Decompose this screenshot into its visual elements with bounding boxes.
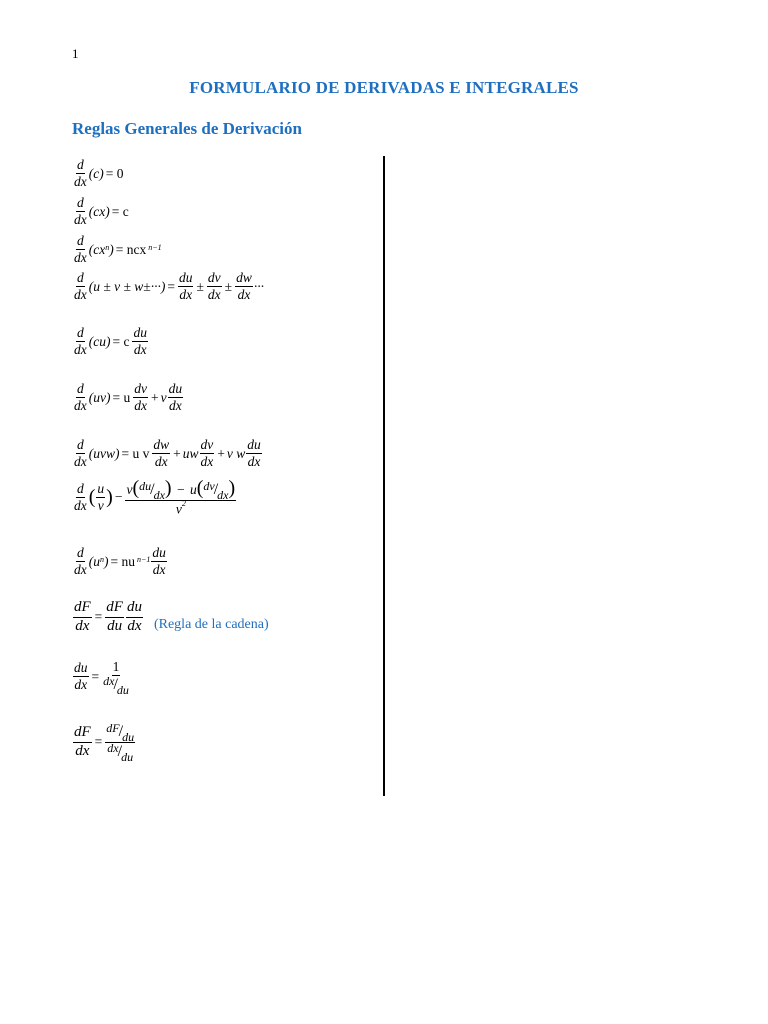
- chain-rule-note: (Regla de la cadena): [153, 616, 269, 632]
- section-heading: Reglas Generales de Derivación: [72, 119, 302, 138]
- column-divider: [383, 156, 385, 796]
- page-number: 1: [72, 46, 79, 61]
- formula-constant-multiple: $\frac{d}{dx}$ (cu) = c $\frac{du}{dx}$: [74, 325, 147, 358]
- document-title: FORMULARIO DE DERIVADAS E INTEGRALES: [189, 78, 579, 97]
- derivative-operator: $\frac{d}{dx}$: [74, 157, 87, 190]
- formula-chain-rule-quotient: $\frac{dF}{dx}$ = $\frac{dF/du}{dx/du}$: [74, 721, 135, 764]
- formula-power-of-function: $\frac{d}{dx}$ (u n ) = nu n−1 $\frac{du}{dx}$: [74, 545, 166, 578]
- formula-triple-product-rule: $\frac{d}{dx}$ (uvw) = u v $\frac{dw}{dx}$ + uw $\frac{dv}{dx}$ + v w $\frac{du}{dx}$: [74, 437, 261, 470]
- derivative-operator: $\frac{d}{dx}$: [74, 325, 87, 358]
- formula-product-rule: $\frac{d}{dx}$ (uv) = u $\frac{dv}{dx}$ + v $\frac{du}{dx}$: [74, 381, 183, 414]
- derivative-operator: $\frac{d}{dx}$: [74, 233, 87, 266]
- formula-power: $\frac{d}{dx}$ (cx n ) = ncx n−1: [74, 233, 162, 266]
- formula-chain-rule: $\frac{dF}{dx}$ = $\frac{dF}{du}$ $\frac{du}{dx}$ (Regla de la cadena): [74, 599, 269, 634]
- formula-constant-times-x: $\frac{d}{dx}$ (cx) = c: [74, 195, 129, 228]
- formula-inverse-derivative: $\frac{du}{dx}$ = $\frac{1}{dx/du}$: [74, 659, 129, 698]
- formula-sum-rule: $\frac{d}{dx}$ (u ± v ± w±···) = $\frac{du}{dx}$ ± $\frac{dv}{dx}$ ± $\frac{dw}{dx}$ ···: [74, 270, 264, 303]
- derivative-operator: $\frac{d}{dx}$: [74, 381, 87, 414]
- formula-constant: $\frac{d}{dx}$ (c) = 0: [74, 157, 124, 190]
- derivative-operator: $\frac{d}{dx}$: [74, 437, 87, 470]
- derivative-operator: $\frac{d}{dx}$: [74, 545, 87, 578]
- derivative-operator: $\frac{d}{dx}$: [74, 195, 87, 228]
- formula-quotient-rule: $\frac{d}{dx}$ ( $\frac{u}{v}$ ) − $\frac{v(du/dx) - u(dv/dx)}{v^2}$: [74, 477, 236, 517]
- derivative-operator: $\frac{d}{dx}$: [74, 270, 87, 303]
- derivative-operator: $\frac{d}{dx}$: [74, 480, 87, 513]
